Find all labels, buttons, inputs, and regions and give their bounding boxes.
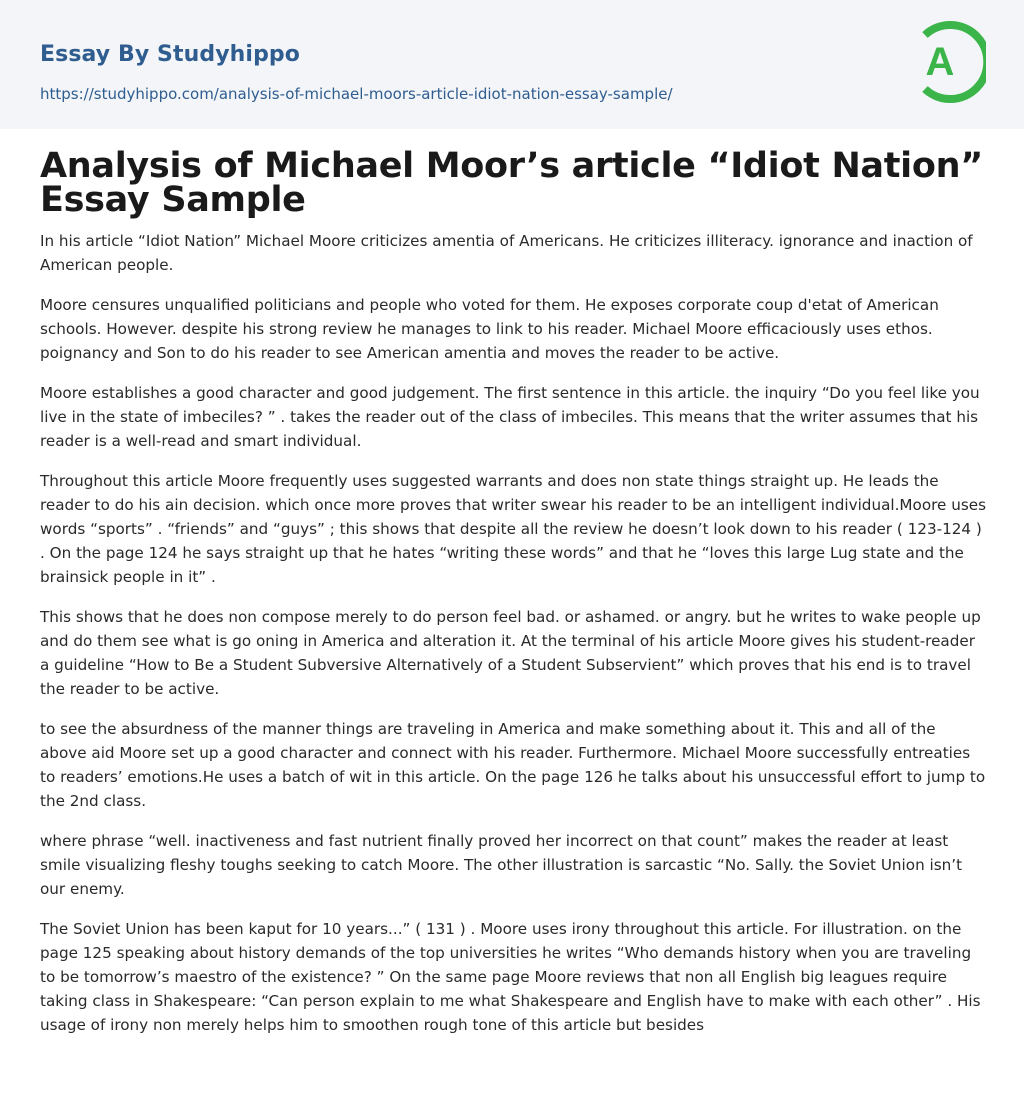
article-paragraph: to see the absurdness of the manner things are traveling in America and make something about it. This and all of the above aid Moore set up a good character and connect with his reader. Furthermore. Michael Moore successfully entreaties to readers’ emotions.He uses a batch of wit in this article. On the page 126 he talks about his unsuccessful effort to jump to the 2nd class.	[40, 720, 986, 810]
article-paragraph: The Soviet Union has been kaput for 10 years...” ( 131 ) . Moore uses irony throughout this article. For illustration. on the page 125 speaking about history demands of the top universities he writes “Who demands history when you are traveling to be tomorrow’s maestro of the existence? ” On the same page Moore reviews that non all English big leagues require taking class in Shakespeare: “Can person explain to me what Shakespeare and English have to make with each other” . His usage of irony non merely helps him to smoothen rough tone of this article but besides	[40, 920, 981, 1034]
site-brand[interactable]: Essay By Studyhippo	[40, 42, 300, 67]
studyhippo-logo-icon[interactable]	[912, 19, 986, 105]
article-url-link[interactable]: https://studyhippo.com/analysis-of-michael-moors-article-idiot-nation-essay-sample/	[40, 85, 673, 103]
article-paragraph: Throughout this article Moore frequently uses suggested warrants and does non state things straight up. He leads the reader to do his ain decision. which once more proves that writer swear his reader to be an intelligent individual.Moore uses words “sports” . “friends” and “guys” ; this shows that despite all the review he doesn’t look down to his reader ( 123-124 ) . On the page 124 he says straight up that he hates “writing these words” and that he “loves this large Lug state and the brainsick people in it” .	[40, 472, 986, 586]
article-paragraph: In his article “Idiot Nation” Michael Moore criticizes amentia of Americans. He criticizes illiteracy. ignorance and inaction of American people.	[40, 232, 973, 274]
article-title: Analysis of Michael Moor’s article “Idiot Nation” Essay Sample	[40, 146, 983, 220]
site-header	[0, 0, 1024, 129]
logo-letter: A	[925, 40, 955, 84]
article-paragraph: This shows that he does non compose merely to do person feel bad. or ashamed. or angry. but he writes to wake people up and do them see what is go oning in America and alteration it. At the terminal of his article Moore gives his student-reader a guideline “How to Be a Student Subversive Alternatively of a Student Subservient” which proves that his end is to travel the reader to be active.	[40, 608, 981, 698]
article-paragraph: where phrase “well. inactiveness and fast nutrient finally proved her incorrect on that count” makes the reader at least smile visualizing fleshy toughs seeking to catch Moore. The other illustration is sarcastic “No. Sally. the Soviet Union isn’t our enemy.	[40, 832, 963, 898]
article-paragraph: Moore censures unqualified politicians and people who voted for them. He exposes corporate coup d'etat of American schools. However. despite his strong review he manages to link to his reader. Michael Moore efficaciously uses ethos. poignancy and Son to do his reader to see American amentia and moves the reader to be active.	[40, 296, 939, 362]
article-body	[40, 146, 986, 1053]
article-paragraph: Moore establishes a good character and good judgement. The first sentence in this article. the inquiry “Do you feel like you live in the state of imbeciles? ” . takes the reader out of the class of imbeciles. This means that the writer assumes that his reader is a well-read and smart individual.	[40, 384, 980, 450]
